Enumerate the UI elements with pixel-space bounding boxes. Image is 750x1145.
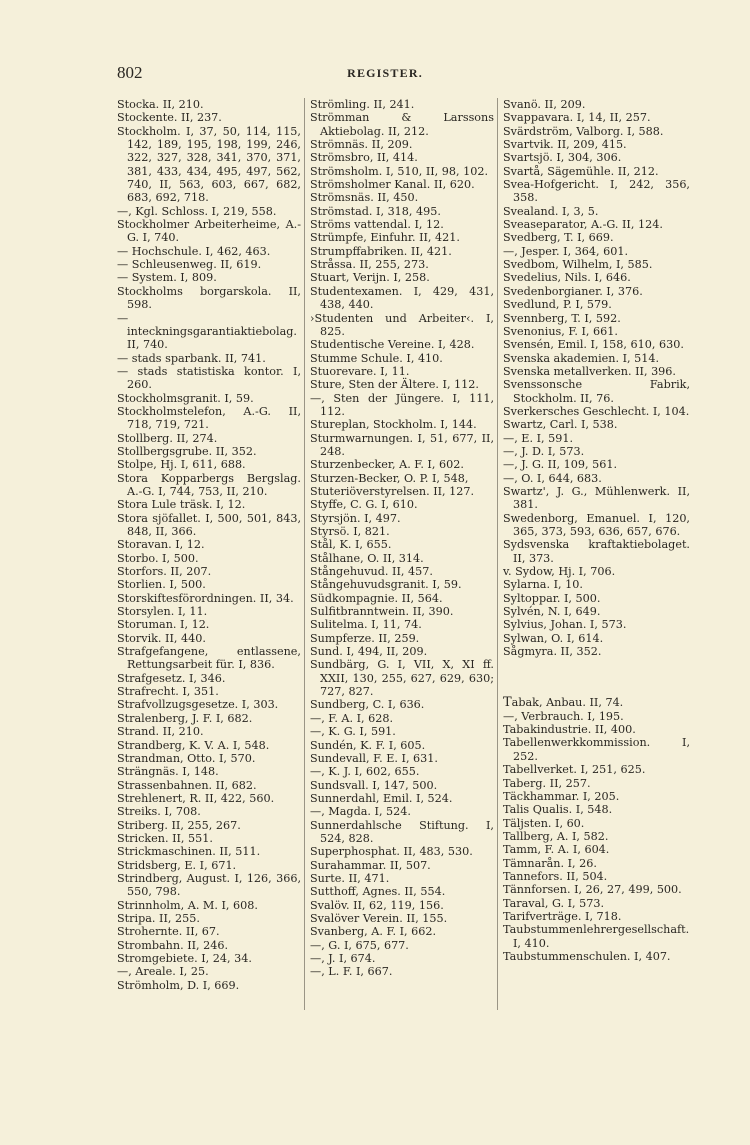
- index-entry: Stuorevare. I, 11.: [310, 364, 410, 378]
- index-entry: Taubstummenschulen. I, 407.: [503, 949, 671, 963]
- index-entry: Storsylen. I, 11.: [117, 605, 208, 619]
- running-head: REGISTER.: [347, 66, 423, 80]
- column-rule: [304, 98, 305, 1010]
- index-entry: Stockente. II, 237.: [117, 111, 222, 125]
- index-entry: Tännforsen. I, 26, 27, 499, 500.: [503, 883, 682, 897]
- index-entry: —, Magda. I, 524.: [310, 805, 411, 819]
- index-entry: Storlien. I, 500.: [117, 578, 206, 592]
- index-entry: Sunnerdahl, Emil. I, 524.: [310, 791, 453, 805]
- index-entry: Svedberg, T. I, 669.: [503, 231, 614, 245]
- index-entry: Sturzenbecker, A. F. I, 602.: [310, 458, 464, 472]
- index-entry: Swedenborg, Emanuel. I, 120, 365, 373, 593, 636, 657, 676.: [503, 511, 690, 538]
- index-entry: — Hochschule. I, 462, 463.: [117, 244, 271, 258]
- index-entry: Täljsten. I, 60.: [503, 816, 585, 830]
- index-entry: Sunnerdahlsche Stiftung. I, 524, 828.: [310, 818, 494, 845]
- index-entry: Svartsjö. I, 304, 306.: [503, 151, 622, 165]
- index-entry: Stollbergsgrube. II, 352.: [117, 444, 257, 458]
- index-entry: Svea-Hofgericht. I, 242, 356, 358.: [503, 178, 690, 205]
- index-entry: Sundbärg, G. I, VII, X, XI ff. XXII, 130, 255, 627, 629, 630; 727, 827.: [310, 658, 494, 699]
- index-entry: Sverkersches Geschlecht. I, 104.: [503, 404, 690, 418]
- index-entry: Styffe, C. G. I, 610.: [310, 498, 418, 512]
- index-entry: Taubstummenlehrergesellschaft. I, 410.: [503, 923, 690, 950]
- index-entry: —, E. I, 591.: [503, 431, 574, 445]
- index-entry: Strömling. II, 241.: [310, 98, 415, 111]
- index-entry: Svennberg, T. I, 592.: [503, 311, 621, 325]
- index-entry: — stads statistiska kontor. I, 260.: [117, 364, 301, 392]
- index-entry: — stads sparbank. II, 741.: [117, 351, 266, 365]
- index-entry: Svenska metallverken. II, 396.: [503, 364, 676, 378]
- index-entry: ›Studenten und Arbeiter‹. I, 825.: [310, 311, 494, 338]
- index-entry: —, J. D. I, 573.: [503, 444, 585, 458]
- index-entry: Täckhammar. I, 205.: [503, 789, 620, 803]
- index-entry: Surahammar. II, 507.: [310, 858, 431, 872]
- index-entry: Strinnholm, A. M. I, 608.: [117, 898, 258, 912]
- index-entry: Svedbom, Wilhelm, I, 585.: [503, 258, 653, 272]
- index-entry: Sågmyra. II, 352.: [503, 645, 602, 659]
- index-entry: Streiks. I, 708.: [117, 805, 201, 819]
- index-entry: Surte. II, 471.: [310, 871, 390, 885]
- index-entry: Sundevall, F. E. I, 631.: [310, 751, 438, 765]
- index-entry: Taraval, G. I, 573.: [503, 896, 605, 910]
- index-entry: Svartvik. II, 209, 415.: [503, 138, 627, 152]
- index-entry: Stureplan, Stockholm. I, 144.: [310, 418, 477, 432]
- index-entry: Styrsö. I, 821.: [310, 525, 390, 538]
- index-entry: Storuman. I, 12.: [117, 618, 210, 632]
- index-entry: —, F. A. I, 628.: [310, 711, 394, 725]
- index-entry: Stripa. II, 255.: [117, 911, 200, 925]
- index-entry: Storavan. I, 12.: [117, 538, 205, 552]
- index-section-t: [503, 696, 690, 963]
- index-entry: Stricken. II, 551.: [117, 831, 213, 845]
- index-entry: Strömnäs. II, 209.: [310, 138, 413, 152]
- index-entry: Stromgebiete. I, 24, 34.: [117, 952, 252, 965]
- index-entry: Tabakindustrie. II, 400.: [503, 723, 636, 737]
- index-entry: Svenssonsche Fabrik, Stockholm. II, 76.: [503, 378, 690, 405]
- index-entry: Storskiftesförordningen. II, 34.: [117, 591, 294, 605]
- index-entry: Sturmwarnungen. I, 51, 677, II, 248.: [310, 431, 494, 458]
- index-entry: —, J. I, 674.: [310, 952, 376, 965]
- index-entry: —, G. I, 675, 677.: [310, 938, 409, 952]
- index-entry: Stocka. II, 210.: [117, 98, 204, 111]
- index-entry: Storvik. II, 440.: [117, 631, 206, 645]
- index-entry: Sulfitbranntwein. II, 390.: [310, 605, 454, 619]
- index-entry: Stockholmstelefon, A.-G. II, 718, 719, 721.: [117, 404, 301, 432]
- index-entry: Superphosphat. II, 483, 530.: [310, 845, 473, 859]
- index-entry: Stångehuvudsgranit. I, 59.: [310, 578, 462, 592]
- index-entry: —, K. J. I, 602, 655.: [310, 765, 420, 779]
- index-entry: Svalöver Verein. II, 155.: [310, 911, 448, 925]
- index-entry: Svenonius, F. I, 661.: [503, 324, 618, 338]
- index-entry: Strafrecht. I, 351.: [117, 685, 219, 699]
- index-entry: Strömsholmer Kanal. II, 620.: [310, 178, 475, 192]
- index-entry: Strassenbahnen. II, 682.: [117, 778, 257, 792]
- index-entry: Svartå, Sägemühle. II, 212.: [503, 164, 659, 178]
- index-entry: Svensén, Emil. I, 158, 610, 630.: [503, 338, 684, 352]
- index-entry: Strömsbro, II, 414.: [310, 151, 418, 165]
- index-entry: Tallberg, A. I, 582.: [503, 829, 609, 843]
- index-column-2: [310, 98, 494, 979]
- index-entry: Strömstad. I, 318, 495.: [310, 204, 441, 218]
- index-entry: Swartz', J. G., Mühlenwerk. II, 381.: [503, 484, 690, 512]
- index-entry: Stora Kopparbergs Bergslag. A.-G. I, 744, 753, II, 210.: [117, 471, 301, 498]
- index-entry: Svappavara. I, 14, II, 257.: [503, 111, 651, 125]
- index-entry: Strombahn. II, 246.: [117, 938, 229, 952]
- index-entry: Svedlund, P. I, 579.: [503, 298, 612, 312]
- index-entry: Tämnarån. I, 26.: [503, 856, 597, 870]
- page-number: 802: [117, 63, 143, 82]
- index-entry: Stollberg. II, 274.: [117, 431, 218, 445]
- index-entry: — System. I, 809.: [117, 271, 217, 285]
- index-entry: Sumpferze. II, 259.: [310, 631, 420, 645]
- index-entry: Swartz, Carl. I, 538.: [503, 418, 618, 432]
- index-entry: Strafvollzugsgesetze. I, 303.: [117, 698, 279, 712]
- index-entry: Sveaseparator, A.-G. II, 124.: [503, 218, 663, 232]
- index-entry: Stolpe, Hj. I, 611, 688.: [117, 458, 246, 472]
- index-entry: Strafgefangene, entlassene, Rettungsarbeit für. I, 836.: [117, 645, 301, 672]
- index-entry: Stockholm. I, 37, 50, 114, 115, 142, 189, 195, 198, 199, 246, 322, 327, 328, 341, 370, 371, 381, 433, 434, 495, 497, 562, 740, II, 563, 603, 667, 682, 683, 692, 718.: [117, 124, 301, 205]
- index-entry: —, L. F. I, 667.: [310, 965, 393, 979]
- index-entry: —, O. I, 644, 683.: [503, 471, 602, 485]
- index-entry: Stora Lule träsk. I, 12.: [117, 498, 246, 512]
- index-entry: Stralenberg, J. F. I, 682.: [117, 711, 253, 725]
- index-entry: Striberg. II, 255, 267.: [117, 818, 241, 832]
- index-entry: —, Areale. I, 25.: [117, 965, 209, 979]
- index-entry: Tabellenwerkkommission. I, 252.: [503, 736, 690, 763]
- index-entry: Tamm, F. A. I, 604.: [503, 843, 610, 857]
- index-entry: —, Kgl. Schloss. I, 219, 558.: [117, 204, 277, 218]
- index-entry: Storfors. II, 207.: [117, 565, 212, 579]
- index-entry: Strängnäs. I, 148.: [117, 765, 219, 779]
- index-entry: Svanö. II, 209.: [503, 98, 586, 111]
- index-entry: Strand. II, 210.: [117, 725, 204, 739]
- index-entry: Strömsnäs. II, 450.: [310, 191, 419, 205]
- index-entry: Sylvius, Johan. I, 573.: [503, 618, 627, 632]
- index-entry: Studentexamen. I, 429, 431, 438, 440.: [310, 284, 494, 312]
- index-column-3: [503, 98, 690, 963]
- index-entry: Sundsvall. I, 147, 500.: [310, 778, 438, 792]
- index-entry: v. Sydow, Hj. I, 706.: [503, 565, 616, 579]
- index-entry: Studentische Vereine. I, 428.: [310, 338, 475, 352]
- index-entry: Sutthoff, Agnes. II, 554.: [310, 885, 446, 899]
- index-entry: Sylwan, O. I, 614.: [503, 631, 604, 645]
- index-entry: Stockholmer Arbeiterheime, A.-G. I, 740.: [117, 218, 301, 245]
- index-entry: Südkompagnie. II, 564.: [310, 591, 443, 605]
- column-rule: [497, 98, 498, 1010]
- index-entry: Sture, Sten der Ältere. I, 112.: [310, 378, 479, 392]
- index-entry: —, K. G. I, 591.: [310, 725, 396, 739]
- index-entry: Sulitelma. I, 11, 74.: [310, 618, 422, 632]
- index-entry: Tabellverket. I, 251, 625.: [503, 763, 646, 777]
- index-entry: Stockholmsgranit. I, 59.: [117, 391, 254, 405]
- index-entry: Sydsvenska kraftaktiebolaget. II, 373.: [503, 538, 690, 565]
- index-entry: Talis Qualis. I, 548.: [503, 803, 613, 817]
- index-entry: Strohernte. II, 67.: [117, 925, 220, 939]
- index-entry: Svärdström, Valborg. I, 588.: [503, 124, 664, 138]
- index-entry: Svedelius, Nils. I, 646.: [503, 271, 631, 285]
- index-entry: Strickmaschinen. II, 511.: [117, 845, 261, 859]
- index-entry: Stråssa. II, 255, 273.: [310, 258, 429, 272]
- index-entry: Strümpfe, Einfuhr. II, 421.: [310, 231, 460, 245]
- index-section-s: [503, 98, 690, 658]
- index-entry: — inteckningsgarantiaktiebolag. II, 740.: [117, 311, 297, 352]
- index-entry: Strömsholm. I, 510, II, 98, 102.: [310, 164, 489, 178]
- index-entry: Tannefors. II, 504.: [503, 869, 608, 883]
- index-entry: Strandman, Otto. I, 570.: [117, 751, 256, 765]
- index-entry: Sundén, K. F. I, 605.: [310, 738, 426, 752]
- index-entry: Stålhane, O. II, 314.: [310, 551, 424, 565]
- index-entry: Strehlenert, R. II, 422, 560.: [117, 791, 275, 805]
- index-entry: Syltoppar. I, 500.: [503, 591, 601, 605]
- index-entry: Storbo. I, 500.: [117, 551, 199, 565]
- index-entry: Strindberg, August. I, 126, 366, 550, 798.: [117, 871, 301, 899]
- index-entry: Strandberg, K. V. A. I, 548.: [117, 738, 270, 752]
- index-entry: Stål, K. I, 655.: [310, 538, 392, 552]
- index-entry: Styrsjön. I, 497.: [310, 511, 401, 525]
- index-entry: Sundberg, C. I, 636.: [310, 698, 425, 712]
- index-entry: — Schleusenweg. II, 619.: [117, 258, 262, 272]
- index-entry: Ströms vattendal. I, 12.: [310, 218, 444, 232]
- index-entry: Sylarna. I, 10.: [503, 578, 583, 592]
- section-gap: [503, 658, 690, 696]
- index-entry: Sund. I, 494, II, 209.: [310, 645, 428, 659]
- index-column-1: [117, 98, 301, 992]
- index-entry: —, Sten der Jüngere. I, 111, 112.: [310, 391, 494, 418]
- index-entry: Strömholm, D. I, 669.: [117, 978, 240, 992]
- index-entry: Svedenborgianer. I, 376.: [503, 284, 643, 298]
- index-entry: Svanberg, A. F. I, 662.: [310, 925, 437, 939]
- index-entry: Sturzen-Becker, O. P. I, 548,: [310, 471, 469, 485]
- index-entry: Strömman & Larssons Aktiebolag. II, 212.: [310, 111, 494, 138]
- index-entry: Stridsberg, E. I, 671.: [117, 858, 237, 872]
- index-entry: Svalöv. II, 62, 119, 156.: [310, 898, 444, 912]
- index-entry: Stumme Schule. I, 410.: [310, 351, 443, 365]
- index-entry: Svenska akademien. I, 514.: [503, 351, 660, 365]
- index-entry: Stuteriöverstyrelsen. II, 127.: [310, 484, 475, 498]
- index-entry: Strafgesetz. I, 346.: [117, 671, 226, 685]
- index-entry: —, Verbrauch. I, 195.: [503, 709, 624, 723]
- index-entry: Tarifverträge. I, 718.: [503, 909, 622, 923]
- index-entry: Strumpffabriken. II, 421.: [310, 244, 452, 258]
- index-entry: —, J. G. II, 109, 561.: [503, 458, 618, 472]
- index-entry: Svealand. I, 3, 5.: [503, 204, 599, 218]
- index-entry: Stuart, Verijn. I, 258.: [310, 271, 430, 285]
- index-entry: Tabak, Anbau. II, 74.: [503, 695, 624, 711]
- index-entry: Stångehuvud. II, 457.: [310, 565, 433, 579]
- index-entry: Taberg. II, 257.: [503, 776, 591, 790]
- index-entry: Sylvén, N. I, 649.: [503, 605, 601, 619]
- index-entry: Stora sjöfallet. I, 500, 501, 843, 848, II, 366.: [117, 511, 301, 538]
- index-entry: —, Jesper. I, 364, 601.: [503, 244, 629, 258]
- index-entry: Stockholms borgarskola. II, 598.: [117, 284, 301, 312]
